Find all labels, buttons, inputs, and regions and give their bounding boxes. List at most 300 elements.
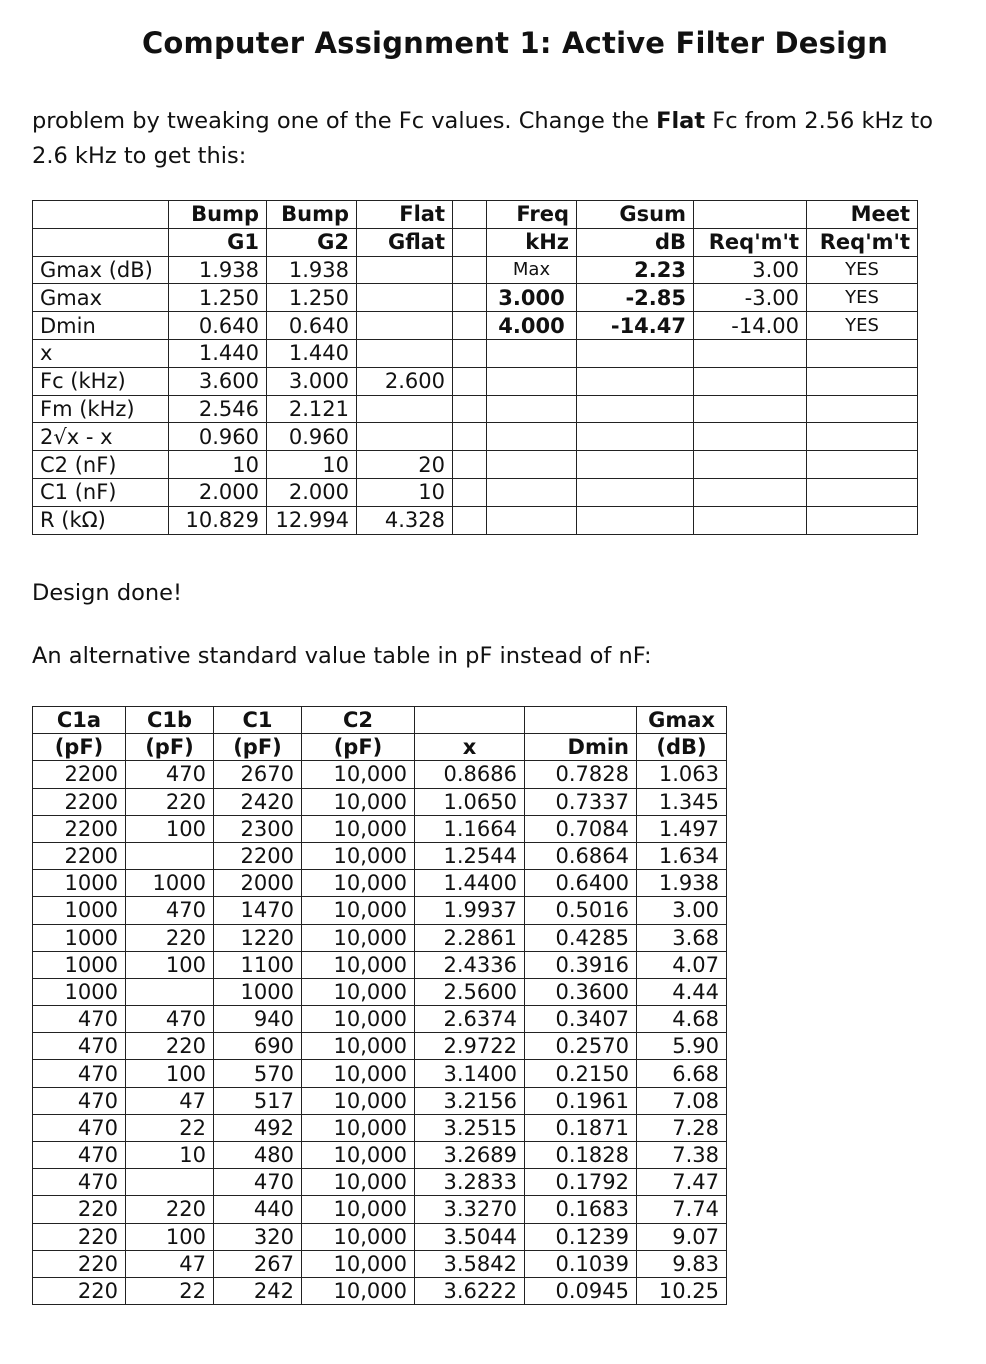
alt-table-row (33, 1033, 727, 1060)
design-table-cell: 0.960 (267, 423, 357, 451)
alt-table-cell: 220 (126, 1196, 214, 1223)
design-table-header-cell: Req'm't (694, 228, 807, 256)
design-table-header-cell: G2 (267, 228, 357, 256)
design-table-cell (577, 395, 694, 423)
design-table-header-cell (33, 228, 169, 256)
design-table-cell: 1.938 (169, 256, 267, 284)
design-table-cell: Max (487, 256, 577, 284)
design-table-cell (357, 284, 453, 312)
alt-table-header-cell (415, 707, 525, 734)
alt-table-cell: 22 (126, 1114, 214, 1141)
alt-table-header-cell: C2 (302, 707, 415, 734)
alt-table-cell: 1000 (33, 978, 126, 1005)
alt-table-cell: 10,000 (302, 978, 415, 1005)
design-table-cell: 2.600 (357, 367, 453, 395)
design-table-cell: 1.440 (169, 339, 267, 367)
design-table-header-cell: G1 (169, 228, 267, 256)
design-table-cell (577, 478, 694, 506)
design-table-cell (694, 506, 807, 534)
alt-table-cell: 3.3270 (415, 1196, 525, 1223)
design-table-cell (577, 506, 694, 534)
design-table-row (33, 451, 918, 479)
design-table-header-row (33, 228, 918, 256)
design-table-row (33, 506, 918, 534)
alt-table-cell: 0.1828 (525, 1142, 637, 1169)
alt-table-cell: 0.2150 (525, 1060, 637, 1087)
alt-table-cell: 7.47 (637, 1169, 727, 1196)
alt-table-row (33, 842, 727, 869)
alt-table-row (33, 1223, 727, 1250)
alt-table-cell: 7.28 (637, 1114, 727, 1141)
alt-table-cell: 470 (33, 1142, 126, 1169)
alt-table-cell: 10,000 (302, 1114, 415, 1141)
alt-table-cell: 10,000 (302, 1169, 415, 1196)
design-table-header-cell (453, 201, 487, 229)
design-table-header-cell: Gflat (357, 228, 453, 256)
alt-table-header-cell: Gmax (637, 707, 727, 734)
design-table-row (33, 395, 918, 423)
design-table-header-cell: dB (577, 228, 694, 256)
design-table-header-cell: Meet (807, 201, 918, 229)
alt-table-cell: 2.4336 (415, 951, 525, 978)
design-table-cell: -14.47 (577, 312, 694, 340)
alt-table-cell: 1000 (33, 924, 126, 951)
alt-table-cell: 220 (33, 1196, 126, 1223)
alt-table-cell: 470 (33, 1060, 126, 1087)
alt-table-row (33, 1142, 727, 1169)
intro-text-2: Fc from 2.56 kHz to 2.6 kHz to get this: (32, 108, 934, 169)
alt-table-cell: 1.345 (637, 788, 727, 815)
design-table-cell: YES (807, 312, 918, 340)
alt-table-cell: 10,000 (302, 815, 415, 842)
alt-table-cell: 3.2156 (415, 1087, 525, 1114)
alt-table-row (33, 1087, 727, 1114)
alt-table-cell: 100 (126, 1223, 214, 1250)
alt-table-cell: 2200 (33, 788, 126, 815)
design-table-cell: 1.250 (169, 284, 267, 312)
design-table (32, 200, 918, 535)
design-table-cell (487, 367, 577, 395)
alt-table-cell: 2200 (33, 815, 126, 842)
design-table-cell (577, 339, 694, 367)
alt-table-cell: 1000 (126, 870, 214, 897)
alt-table-row (33, 951, 727, 978)
alt-table-cell: 2200 (214, 842, 302, 869)
page-title: Computer Assignment 1: Active Filter Design (141, 26, 889, 60)
design-table-cell (357, 395, 453, 423)
alt-table-cell: 492 (214, 1114, 302, 1141)
design-table-cell: 20 (357, 451, 453, 479)
design-table-cell: 4.000 (487, 312, 577, 340)
design-table-cell (807, 339, 918, 367)
design-table-cell (694, 339, 807, 367)
alt-table-row (33, 761, 727, 788)
alt-table-cell: 2000 (214, 870, 302, 897)
alt-table-cell: 220 (33, 1250, 126, 1277)
design-table-cell: 2.23 (577, 256, 694, 284)
alt-table-cell: 2.2861 (415, 924, 525, 951)
design-table-header-cell: kHz (487, 228, 577, 256)
design-table-row (33, 312, 918, 340)
alt-table-cell: 1000 (214, 978, 302, 1005)
design-table-cell: 1.250 (267, 284, 357, 312)
alt-table-header-cell: x (415, 734, 525, 761)
design-table-header-cell (453, 228, 487, 256)
design-table-cell (487, 478, 577, 506)
alt-table-header-row (33, 707, 727, 734)
alt-table-cell: 0.3600 (525, 978, 637, 1005)
design-table-cell (453, 312, 487, 340)
alt-table-header-cell: (pF) (126, 734, 214, 761)
design-table-cell (487, 451, 577, 479)
design-table-cell: 0.960 (169, 423, 267, 451)
alt-table-cell: 10,000 (302, 1033, 415, 1060)
alt-table-cell: 0.1239 (525, 1223, 637, 1250)
alt-table-cell: 690 (214, 1033, 302, 1060)
alt-table-cell: 1.634 (637, 842, 727, 869)
design-table-cell: 2.000 (169, 478, 267, 506)
design-table-row (33, 284, 918, 312)
design-table-cell: Fc (kHz) (33, 367, 169, 395)
alt-table-cell: 470 (126, 761, 214, 788)
alt-table-cell: 1.9937 (415, 897, 525, 924)
alt-table-cell: 2.5600 (415, 978, 525, 1005)
alt-table-cell: 0.1871 (525, 1114, 637, 1141)
alt-table-cell: 47 (126, 1250, 214, 1277)
intro-text-bold: Flat (656, 108, 706, 134)
alt-table-cell: 220 (126, 788, 214, 815)
alt-table-row (33, 924, 727, 951)
design-table-header-cell: Bump (267, 201, 357, 229)
alt-value-table (32, 706, 727, 1305)
alt-table-cell: 1.497 (637, 815, 727, 842)
design-table-cell (577, 367, 694, 395)
design-table-row (33, 423, 918, 451)
design-table-cell (807, 506, 918, 534)
alt-table-row (33, 1006, 727, 1033)
design-table-header-cell: Freq (487, 201, 577, 229)
alt-table-cell: 1.2544 (415, 842, 525, 869)
alt-table-cell: 2.6374 (415, 1006, 525, 1033)
alt-table-cell: 10,000 (302, 788, 415, 815)
design-table-cell: Gmax (dB) (33, 256, 169, 284)
alt-table-cell: 3.5842 (415, 1250, 525, 1277)
alt-table-cell (126, 842, 214, 869)
alt-table-header-row (33, 734, 727, 761)
alt-table-cell: 3.00 (637, 897, 727, 924)
design-table-cell: YES (807, 256, 918, 284)
design-table-cell: 0.640 (267, 312, 357, 340)
design-table-cell: 3.00 (694, 256, 807, 284)
intro-text-1: problem by tweaking one of the Fc values. Change the (32, 108, 657, 134)
alt-table-cell: 10,000 (302, 1250, 415, 1277)
alt-table-cell: 1000 (33, 951, 126, 978)
design-table-cell: 2.546 (169, 395, 267, 423)
alt-table-cell: 10,000 (302, 870, 415, 897)
alt-table-cell: 7.74 (637, 1196, 727, 1223)
alt-table-row (33, 1277, 727, 1304)
alt-table-cell: 100 (126, 1060, 214, 1087)
alt-table-cell: 470 (33, 1114, 126, 1141)
alt-table-cell: 2.9722 (415, 1033, 525, 1060)
alt-table-header-cell (525, 707, 637, 734)
design-table-cell (487, 423, 577, 451)
alt-table-row (33, 1060, 727, 1087)
design-table-cell: 3.000 (487, 284, 577, 312)
alt-table-cell: 0.7828 (525, 761, 637, 788)
alt-table-cell: 6.68 (637, 1060, 727, 1087)
alt-table-cell: 220 (126, 1033, 214, 1060)
alt-table-cell: 4.68 (637, 1006, 727, 1033)
alt-table-cell: 220 (126, 924, 214, 951)
design-table-cell (357, 423, 453, 451)
alt-table-cell: 22 (126, 1277, 214, 1304)
alt-table-header-cell: (pF) (33, 734, 126, 761)
design-table-cell: C2 (nF) (33, 451, 169, 479)
design-table-cell (487, 339, 577, 367)
alt-table-cell: 0.7084 (525, 815, 637, 842)
alt-table-cell: 3.2833 (415, 1169, 525, 1196)
design-table-cell (807, 367, 918, 395)
alt-table-header-cell: (pF) (302, 734, 415, 761)
alt-table-cell: 4.07 (637, 951, 727, 978)
alt-table-cell: 242 (214, 1277, 302, 1304)
alt-table-cell: 220 (33, 1277, 126, 1304)
alt-table-cell: 2300 (214, 815, 302, 842)
design-table-header-cell: Flat (357, 201, 453, 229)
alt-table-cell: 10,000 (302, 1087, 415, 1114)
alt-table-cell: 10,000 (302, 1223, 415, 1250)
design-table-header-row (33, 201, 918, 229)
alt-table-cell: 1000 (33, 870, 126, 897)
design-table-cell: Dmin (33, 312, 169, 340)
design-table-cell (357, 339, 453, 367)
design-table-cell: 4.328 (357, 506, 453, 534)
design-table-cell: 3.600 (169, 367, 267, 395)
design-table-cell: x (33, 339, 169, 367)
design-table-row (33, 478, 918, 506)
design-table-cell (807, 451, 918, 479)
alt-table-cell: 10,000 (302, 1142, 415, 1169)
design-table-cell: 12.994 (267, 506, 357, 534)
alt-table-cell: 470 (33, 1033, 126, 1060)
alt-table-cell: 47 (126, 1087, 214, 1114)
alt-table-cell: 10,000 (302, 897, 415, 924)
alt-table-row (33, 815, 727, 842)
alt-table-cell: 3.2689 (415, 1142, 525, 1169)
alt-table-cell: 1.1664 (415, 815, 525, 842)
design-table-header-cell (694, 201, 807, 229)
alt-table-cell: 0.1683 (525, 1196, 637, 1223)
alt-table-cell: 10,000 (302, 842, 415, 869)
alt-table-cell: 10,000 (302, 951, 415, 978)
design-table-cell (577, 451, 694, 479)
alt-table-cell: 7.38 (637, 1142, 727, 1169)
alt-table-header-cell: (dB) (637, 734, 727, 761)
design-table-cell: 10.829 (169, 506, 267, 534)
alt-table-cell: 10,000 (302, 1006, 415, 1033)
alt-table-cell: 320 (214, 1223, 302, 1250)
design-table-row (33, 256, 918, 284)
design-table-cell (577, 423, 694, 451)
alt-table-cell: 0.6400 (525, 870, 637, 897)
design-done-note: Design done! (32, 580, 183, 606)
alt-table-cell: 10,000 (302, 1277, 415, 1304)
alt-table-row (33, 1169, 727, 1196)
design-table-cell: R (kΩ) (33, 506, 169, 534)
design-table-cell (453, 478, 487, 506)
design-table-cell: 0.640 (169, 312, 267, 340)
alt-table-cell: 0.1961 (525, 1087, 637, 1114)
design-table-cell (694, 478, 807, 506)
design-table-cell (453, 423, 487, 451)
design-table-cell (453, 451, 487, 479)
alt-table-cell: 440 (214, 1196, 302, 1223)
design-table-cell: 2.121 (267, 395, 357, 423)
design-table-cell: 10 (267, 451, 357, 479)
design-table-cell: 3.000 (267, 367, 357, 395)
design-table-cell: YES (807, 284, 918, 312)
alt-table-cell: 0.5016 (525, 897, 637, 924)
design-table-header-cell: Gsum (577, 201, 694, 229)
alt-table-cell: 0.3407 (525, 1006, 637, 1033)
alt-table-cell: 3.6222 (415, 1277, 525, 1304)
alt-table-cell: 267 (214, 1250, 302, 1277)
alt-table-cell: 0.3916 (525, 951, 637, 978)
design-table-cell: 1.440 (267, 339, 357, 367)
design-table-row (33, 339, 918, 367)
design-table-cell (487, 506, 577, 534)
design-table-header-cell (33, 201, 169, 229)
design-table-cell: 10 (357, 478, 453, 506)
design-table-cell (453, 256, 487, 284)
alt-table-cell: 5.90 (637, 1033, 727, 1060)
design-table-cell (453, 395, 487, 423)
alt-table-cell: 470 (214, 1169, 302, 1196)
alt-table-cell: 2200 (33, 842, 126, 869)
alt-table-row (33, 978, 727, 1005)
design-table-cell (453, 339, 487, 367)
alt-table-cell: 1.4400 (415, 870, 525, 897)
design-table-row (33, 367, 918, 395)
alt-table-cell: 1.938 (637, 870, 727, 897)
design-table-cell: C1 (nF) (33, 478, 169, 506)
alt-table-cell: 470 (33, 1006, 126, 1033)
alt-table-row (33, 1114, 727, 1141)
alt-table-cell: 470 (126, 1006, 214, 1033)
alt-table-row (33, 1196, 727, 1223)
alt-table-cell: 1000 (33, 897, 126, 924)
alt-table-cell: 517 (214, 1087, 302, 1114)
alt-table-cell: 9.07 (637, 1223, 727, 1250)
alt-table-cell: 570 (214, 1060, 302, 1087)
alt-table-cell: 0.1792 (525, 1169, 637, 1196)
alt-table-cell: 2200 (33, 761, 126, 788)
alt-table-header-cell: Dmin (525, 734, 637, 761)
alt-table-cell: 10,000 (302, 924, 415, 951)
design-table-header-cell: Req'm't (807, 228, 918, 256)
alt-table-cell: 10,000 (302, 761, 415, 788)
design-table-cell (807, 395, 918, 423)
design-table-cell: Gmax (33, 284, 169, 312)
alt-table-cell: 2670 (214, 761, 302, 788)
design-table-cell (694, 423, 807, 451)
design-table-cell: 2√x - x (33, 423, 169, 451)
alt-table-cell: 3.68 (637, 924, 727, 951)
alt-table-cell: 3.1400 (415, 1060, 525, 1087)
alt-table-header-cell: (pF) (214, 734, 302, 761)
alt-table-row (33, 897, 727, 924)
alt-table-cell: 1470 (214, 897, 302, 924)
alt-table-header-cell: C1a (33, 707, 126, 734)
alt-table-cell: 10,000 (302, 1196, 415, 1223)
design-table-cell: Fm (kHz) (33, 395, 169, 423)
design-table-cell (487, 395, 577, 423)
design-table-cell (694, 451, 807, 479)
design-table-cell: -2.85 (577, 284, 694, 312)
design-table-cell: -3.00 (694, 284, 807, 312)
alt-table-row (33, 870, 727, 897)
alt-table-cell: 1220 (214, 924, 302, 951)
alt-table-cell: 10 (126, 1142, 214, 1169)
alt-table-cell: 0.1039 (525, 1250, 637, 1277)
design-table-cell (694, 367, 807, 395)
alt-table-row (33, 1250, 727, 1277)
design-table-cell (357, 312, 453, 340)
design-table-cell (694, 395, 807, 423)
intro-paragraph (32, 104, 972, 174)
alt-table-cell: 3.2515 (415, 1114, 525, 1141)
alt-table-caption: An alternative standard value table in pF instead of nF: (32, 643, 652, 669)
design-table-header-cell: Bump (169, 201, 267, 229)
design-table-cell (453, 284, 487, 312)
design-table-cell (453, 506, 487, 534)
alt-table-cell: 470 (33, 1169, 126, 1196)
alt-table-row (33, 788, 727, 815)
alt-table-cell: 7.08 (637, 1087, 727, 1114)
design-table-cell: 1.938 (267, 256, 357, 284)
design-table-cell: 10 (169, 451, 267, 479)
alt-table-cell: 470 (33, 1087, 126, 1114)
alt-table-cell: 0.0945 (525, 1277, 637, 1304)
alt-table-header-cell: C1b (126, 707, 214, 734)
design-table-cell (453, 367, 487, 395)
alt-table-cell: 0.6864 (525, 842, 637, 869)
alt-table-cell: 0.2570 (525, 1033, 637, 1060)
alt-table-cell: 3.5044 (415, 1223, 525, 1250)
design-table-cell: -14.00 (694, 312, 807, 340)
alt-table-cell: 100 (126, 815, 214, 842)
alt-table-cell: 0.4285 (525, 924, 637, 951)
alt-table-cell: 4.44 (637, 978, 727, 1005)
alt-table-cell: 10.25 (637, 1277, 727, 1304)
alt-table-cell (126, 978, 214, 1005)
alt-table-cell (126, 1169, 214, 1196)
alt-table-cell: 480 (214, 1142, 302, 1169)
alt-table-cell: 2420 (214, 788, 302, 815)
alt-table-cell: 10,000 (302, 1060, 415, 1087)
alt-table-cell: 0.7337 (525, 788, 637, 815)
alt-table-cell: 940 (214, 1006, 302, 1033)
alt-table-cell: 100 (126, 951, 214, 978)
alt-table-cell: 0.8686 (415, 761, 525, 788)
design-table-cell (357, 256, 453, 284)
alt-table-header-cell: C1 (214, 707, 302, 734)
alt-table-cell: 220 (33, 1223, 126, 1250)
alt-table-cell: 470 (126, 897, 214, 924)
alt-table-cell: 1100 (214, 951, 302, 978)
alt-table-cell: 1.0650 (415, 788, 525, 815)
